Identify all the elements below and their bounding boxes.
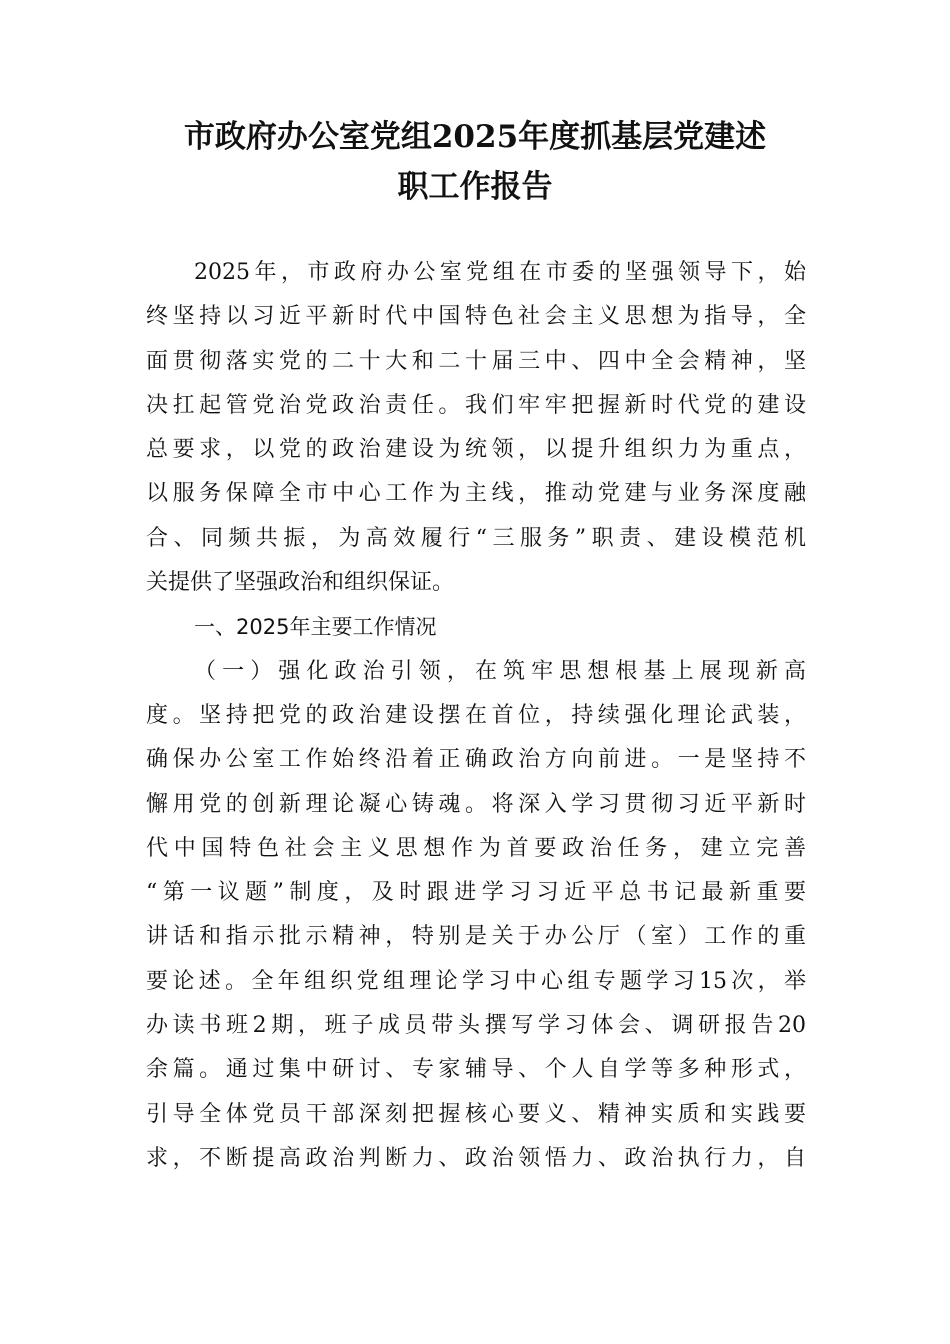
- section1-line-4: 懈用党的创新理论凝心铸魂。将深入学习贯彻习近平新时: [146, 791, 806, 817]
- document-body: [146, 251, 806, 1181]
- title-line-2: 职工作报告: [397, 169, 553, 205]
- title-line-1: 市政府办公室党组2025年度抓基层党建述: [183, 119, 767, 155]
- section1-paragraph: [146, 650, 806, 1182]
- section1-line-3: 确保办公室工作始终沿着正确政治方向前进。一是坚持不: [146, 747, 806, 773]
- section1-line-12: 求，不断提高政治判断力、政治领悟力、政治执行力，自: [146, 1145, 806, 1171]
- section1-line-2: 度。坚持把党的政治建设摆在首位，持续强化理论武装，: [146, 702, 806, 728]
- section1-line-7: 讲话和指示批示精神，特别是关于办公厅（室）工作的重: [146, 924, 806, 950]
- section1-line-11: 引导全体党员干部深刻把握核心要义、精神实质和实践要: [146, 1101, 806, 1127]
- intro-line-5: 总要求，以党的政治建设为统领，以提升组织力为重点，: [146, 437, 806, 463]
- section1-line-5: 代中国特色社会主义思想作为首要政治任务，建立完善: [146, 835, 806, 861]
- intro-line-2: 终坚持以习近平新时代中国特色社会主义思想为指导，全: [146, 304, 806, 330]
- section1-line-9: 办读书班2期，班子成员带头撰写学习体会、调研报告20: [146, 1013, 806, 1039]
- intro-paragraph: [146, 251, 806, 605]
- document-title: [140, 112, 810, 212]
- intro-line-6: 以服务保障全市中心工作为主线，推动党建与业务深度融: [146, 481, 806, 507]
- intro-line-1: 2025年，市政府办公室党组在市委的坚强领导下，始: [194, 260, 806, 285]
- intro-line-7: 合、同频共振，为高效履行“三服务”职责、建设模范机: [146, 525, 806, 551]
- section-heading: 一、2025年主要工作情况: [194, 615, 437, 640]
- section1-line-8: 要论述。全年组织党组理论学习中心组专题学习15次，举: [146, 968, 806, 994]
- intro-line-8: 关提供了坚强政治和组织保证。: [146, 570, 455, 596]
- intro-line-4: 决扛起管党治党政治责任。我们牢牢把握新时代党的建设: [146, 392, 806, 418]
- section1-line-6: “第一议题”制度，及时跟进学习习近平总书记最新重要: [146, 880, 806, 906]
- section1-line-10: 余篇。通过集中研讨、专家辅导、个人自学等多种形式，: [146, 1057, 806, 1083]
- intro-line-3: 面贯彻落实党的二十大和二十届三中、四中全会精神，坚: [146, 348, 806, 374]
- section1-line-1: （一）强化政治引领，在筑牢思想根基上展现新高: [194, 658, 806, 684]
